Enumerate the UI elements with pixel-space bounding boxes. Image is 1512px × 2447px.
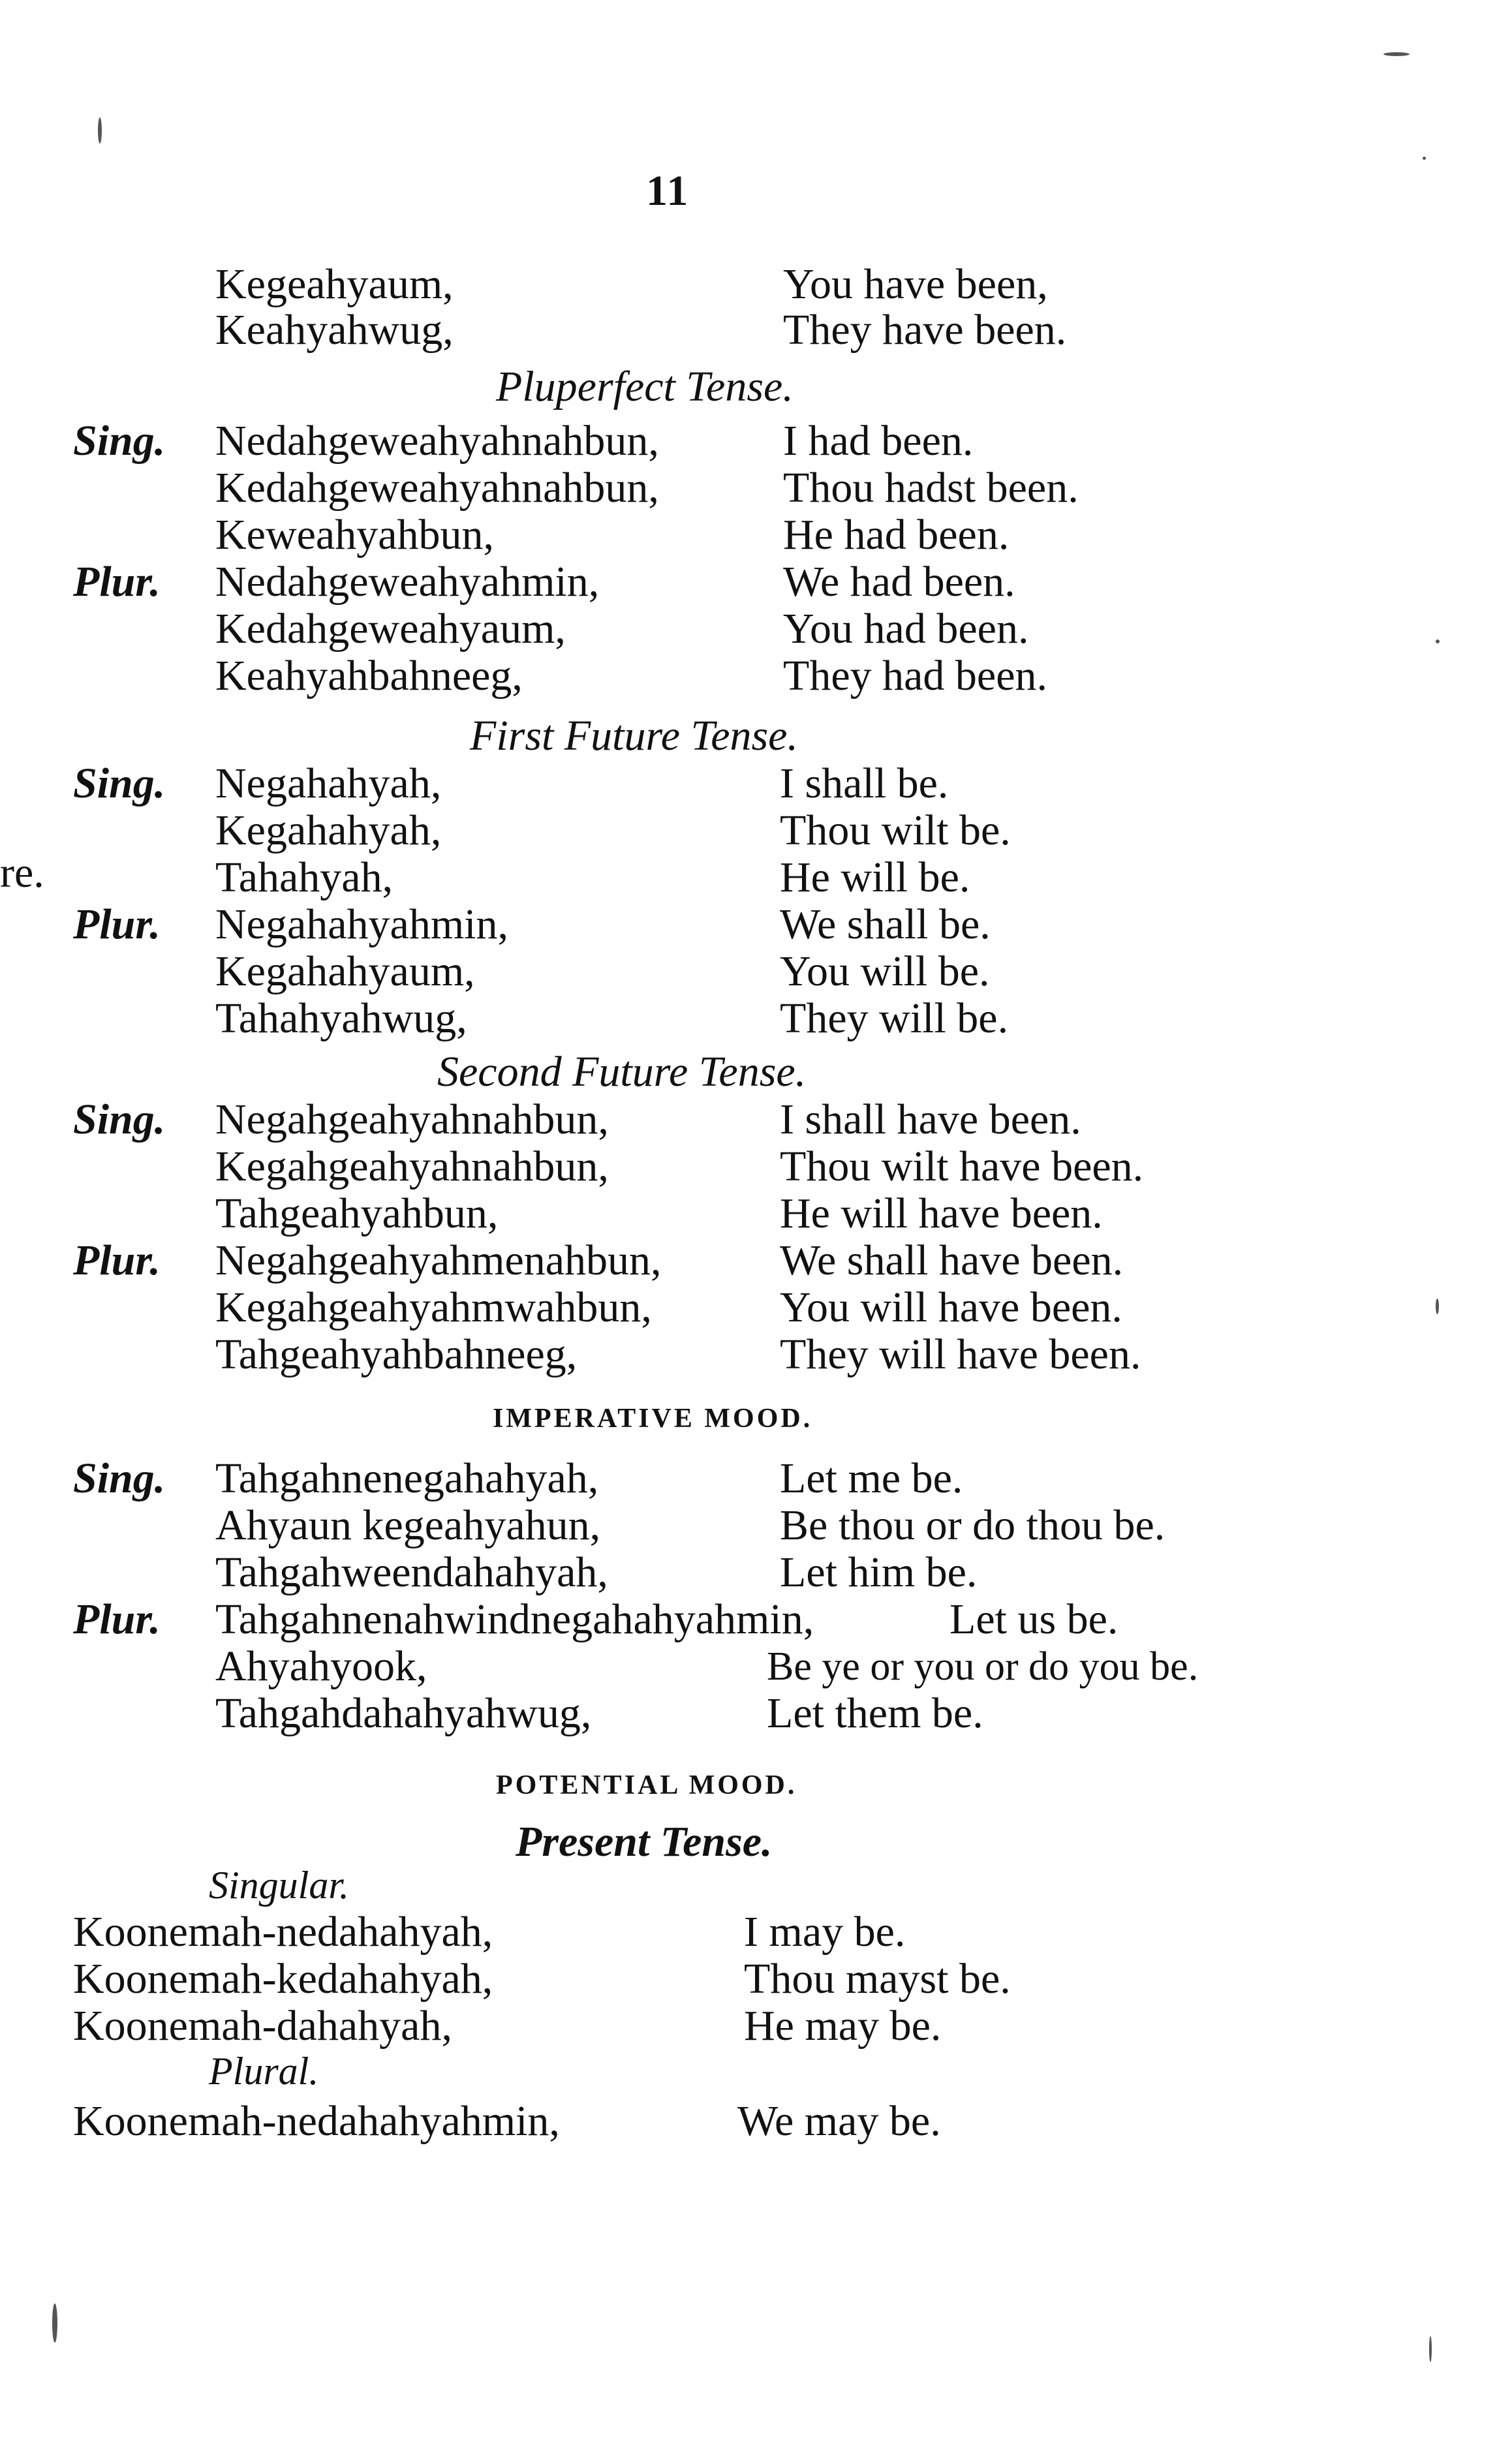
english-gloss: We shall be. [780, 900, 991, 948]
number-label: Sing. [73, 1454, 166, 1502]
indian-form: Koonemah-dahahyah, [73, 2002, 452, 2050]
subheading-present-tense: Present Tense. [516, 1818, 773, 1866]
paper-speck [1423, 157, 1426, 160]
english-gloss: We shall have been. [780, 1237, 1124, 1284]
indian-form: Kegahahyaum, [215, 947, 475, 995]
indian-form: Tahgahnenahwindnegahahyahmin, [215, 1595, 814, 1643]
english-gloss: You will be. [780, 947, 990, 995]
number-label: Plur. [73, 1237, 161, 1284]
indian-form: Koonemah-nedahahyahmin, [73, 2097, 560, 2145]
indian-form: Nedahgeweahyahnahbun, [215, 417, 659, 465]
indian-form: Keweahyahbun, [215, 511, 495, 559]
singular-label: Singular. [209, 1864, 350, 1907]
english-gloss: Let me be. [780, 1454, 963, 1502]
paper-speck [1436, 1299, 1439, 1314]
english-gloss: They have been. [783, 306, 1067, 354]
indian-form: Kegeahyaum, [215, 260, 454, 308]
english-gloss: Thou mayst be. [744, 1955, 1011, 2003]
indian-form: Tahgahweendahahyah, [215, 1548, 608, 1596]
english-gloss: He will have been. [780, 1190, 1103, 1237]
english-gloss: Let them be. [767, 1689, 983, 1737]
indian-form: Kedahgeweahyaum, [215, 605, 566, 653]
english-gloss: We may be. [737, 2097, 941, 2145]
english-gloss: Thou hadst been. [783, 464, 1079, 512]
indian-form: Tahgahdahahyahwug, [215, 1689, 592, 1737]
english-gloss: He will be. [780, 854, 970, 901]
number-label: Sing. [73, 417, 166, 465]
english-gloss: Thou wilt be. [780, 807, 1011, 854]
english-gloss: Let us be. [949, 1595, 1119, 1643]
indian-form: Tahgeahyahbahneeg, [215, 1331, 578, 1378]
indian-form: Koonemah-kedahahyah, [73, 1955, 493, 2003]
indian-form: Nedahgeweahyahmin, [215, 558, 600, 606]
paper-speck [52, 2303, 57, 2343]
indian-form: Tahahyahwug, [215, 994, 467, 1042]
indian-form: Negahahyahmin, [215, 900, 509, 948]
page-number: 11 [646, 167, 690, 215]
english-gloss: I may be. [744, 1908, 906, 1956]
english-gloss: I shall have been. [780, 1096, 1081, 1143]
english-gloss: You have been, [783, 260, 1048, 308]
english-gloss: Thou wilt have been. [780, 1143, 1144, 1190]
english-gloss: He may be. [744, 2002, 942, 2050]
paper-speck [1436, 639, 1440, 643]
english-gloss: They will be. [780, 994, 1009, 1042]
indian-form: Keahyahbahneeg, [215, 652, 523, 700]
section-heading-first-future: First Future Tense. [470, 712, 798, 760]
english-gloss: You had been. [783, 605, 1029, 653]
english-gloss: Be ye or you or do you be. [767, 1644, 1199, 1689]
indian-form: Negahgeahyahnahbun, [215, 1096, 609, 1143]
section-heading-imperative: IMPERATIVE MOOD. [493, 1404, 813, 1434]
indian-form: Ahyaun kegeahyahun, [215, 1501, 601, 1549]
indian-form: Ahyahyook, [215, 1642, 427, 1690]
english-gloss: You will have been. [780, 1284, 1122, 1331]
english-gloss: Let him be. [780, 1548, 978, 1596]
indian-form: Negahahyah, [215, 760, 442, 807]
indian-form: Tahgahnenegahahyah, [215, 1454, 599, 1502]
english-gloss: I had been. [783, 417, 974, 465]
english-gloss: They had been. [783, 652, 1047, 700]
indian-form: Keahyahwug, [215, 306, 454, 354]
number-label: Sing. [73, 1096, 166, 1143]
number-label: Sing. [73, 760, 166, 807]
paper-speck [1429, 2336, 1432, 2362]
paper-speck [98, 117, 102, 144]
indian-form: Kegahgeahyahnahbun, [215, 1143, 609, 1190]
indian-form: Tahahyah, [215, 854, 393, 901]
english-gloss: They will have been. [780, 1331, 1141, 1378]
indian-form: Kegahahyah, [215, 807, 442, 854]
indian-form: Kegahgeahyahmwahbun, [215, 1284, 652, 1331]
english-gloss: We had been. [783, 558, 1015, 606]
english-gloss: I shall be. [780, 760, 949, 807]
number-label: Plur. [73, 900, 161, 948]
paper-speck [1383, 52, 1410, 56]
section-heading-potential: POTENTIAL MOOD. [496, 1770, 797, 1800]
number-label: Plur. [73, 1595, 161, 1643]
section-heading-second-future: Second Future Tense. [437, 1048, 807, 1096]
indian-form: Kedahgeweahyahnahbun, [215, 464, 659, 512]
indian-form: Negahgeahyahmenahbun, [215, 1237, 662, 1284]
margin-fragment: re. [0, 849, 44, 897]
section-heading-pluperfect: Pluperfect Tense. [496, 363, 794, 410]
plural-label: Plural. [209, 2050, 319, 2093]
indian-form: Koonemah-nedahahyah, [73, 1908, 493, 1956]
number-label: Plur. [73, 558, 161, 606]
indian-form: Tahgeahyahbun, [215, 1190, 499, 1237]
english-gloss: Be thou or do thou be. [780, 1501, 1165, 1549]
english-gloss: He had been. [783, 511, 1010, 559]
